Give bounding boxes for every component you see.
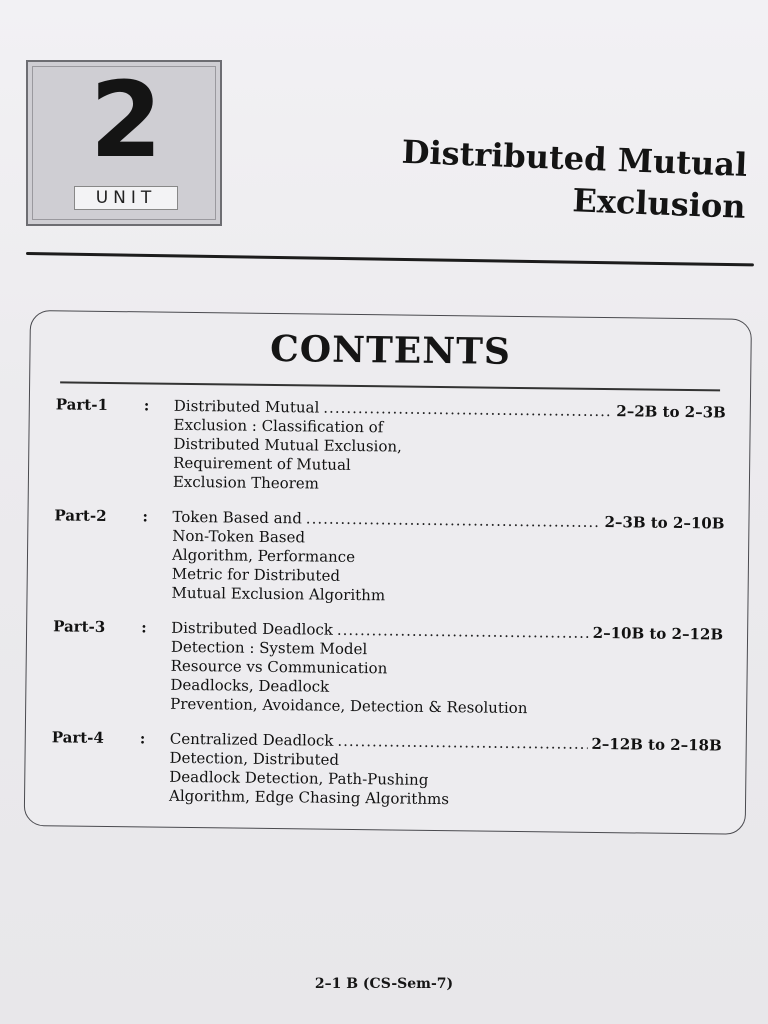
part-body — [173, 397, 726, 499]
chapter-title-line-1: Distributed Mutual — [401, 132, 748, 184]
chapter-title-line-2: Exclusion — [571, 181, 747, 226]
contents-part-1 — [55, 395, 726, 498]
contents-part-4 — [51, 728, 722, 812]
contents-part-2 — [53, 506, 724, 609]
part-topic-continued: Exclusion Theorem — [172, 472, 320, 493]
part-topic-continued: Prevention, Avoidance, Detection & Resolution — [170, 694, 528, 718]
part-topic-continued: Metric for Distributed — [171, 564, 341, 585]
page-footer: 2–1 B (CS-Sem-7) — [314, 976, 454, 992]
part-topic-continued: Non-Token Based — [172, 526, 306, 547]
contents-heading: CONTENTS — [269, 327, 512, 373]
part-page-range: 2–2B to 2–3B — [616, 402, 726, 422]
part-topic-continued: Detection : System Model — [170, 637, 368, 659]
part-topic-continued: Distributed Mutual Exclusion, — [173, 434, 402, 456]
part-page-range: 2–10B to 2–12B — [592, 623, 724, 644]
part-label: Part-4 — [51, 728, 104, 747]
dot-leader — [337, 732, 587, 754]
contents-part-3 — [52, 617, 723, 720]
contents-parts-list — [51, 395, 726, 828]
part-page-range: 2–12B to 2–18B — [591, 734, 722, 755]
part-topic: Centralized Deadlock — [169, 729, 334, 750]
part-topic-continued: Mutual Exclusion Algorithm — [171, 583, 386, 605]
dot-leader — [306, 509, 601, 532]
part-topic-continued: Deadlocks, Deadlock — [170, 675, 330, 696]
part-topic-continued: Requirement of Mutual — [173, 453, 351, 474]
part-label: Part-2 — [54, 506, 107, 525]
part-colon: : — [142, 507, 149, 526]
contents-divider — [60, 381, 720, 391]
part-label: Part-3 — [53, 617, 106, 636]
part-page-range: 2–3B to 2–10B — [604, 513, 725, 533]
dot-leader — [337, 621, 589, 643]
unit-label: UNIT — [74, 186, 178, 210]
header-divider — [26, 252, 754, 266]
part-topic: Token Based and — [172, 507, 302, 528]
unit-badge — [26, 60, 222, 226]
part-label: Part-1 — [55, 395, 109, 414]
part-body — [171, 508, 724, 610]
part-topic-continued: Resource vs Communication — [170, 656, 388, 678]
part-colon: : — [141, 618, 147, 637]
unit-number: 2 — [89, 59, 163, 181]
chapter-title — [305, 127, 748, 228]
part-body — [170, 619, 723, 721]
part-colon: : — [143, 396, 150, 415]
part-topic-continued: Deadlock Detection, Path-Pushing — [169, 767, 429, 789]
part-topic: Distributed Mutual — [173, 396, 320, 417]
part-body — [169, 730, 722, 813]
part-topic-continued: Algorithm, Edge Chasing Algorithms — [168, 786, 450, 809]
contents-panel — [24, 310, 752, 835]
part-colon: : — [139, 729, 146, 748]
part-topic-continued: Detection, Distributed — [169, 748, 340, 769]
part-topic: Distributed Deadlock — [171, 618, 334, 639]
part-topic-continued: Algorithm, Performance — [171, 545, 356, 566]
part-topic-continued: Exclusion : Classification of — [173, 415, 384, 437]
